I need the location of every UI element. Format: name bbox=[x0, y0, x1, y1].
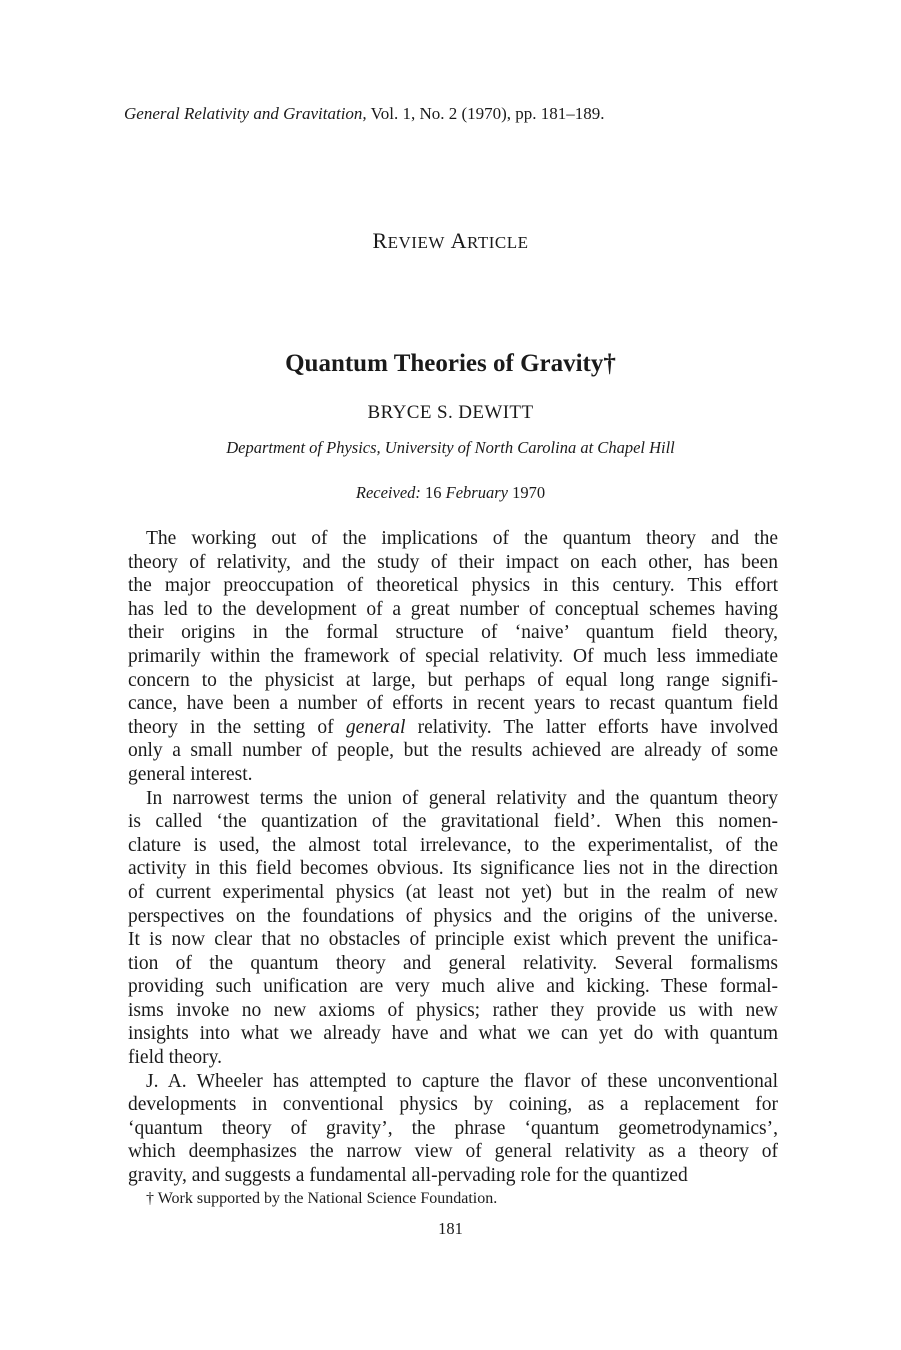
received-month: February bbox=[445, 483, 508, 502]
text-line: The working out of the implications of the quantum theory and the bbox=[146, 528, 778, 549]
text-line: perspectives on the foundations of physics and the origins of the universe. bbox=[128, 905, 778, 927]
text-line: of current experimental physics (at least not yet) but in the realm of new bbox=[128, 881, 778, 903]
text-line: theory in the setting of general relativity. The latter efforts have involved bbox=[128, 716, 778, 738]
received-label: Received: bbox=[355, 483, 421, 502]
paragraph bbox=[128, 1070, 778, 1188]
text-line: In narrowest terms the union of general relativity and the quantum theory bbox=[146, 787, 778, 809]
text-line: activity in this field becomes obvious. Its significance lies not in the direction bbox=[128, 858, 778, 880]
emphasized-word: general bbox=[345, 716, 406, 738]
text-line: providing such unification are very much alive and kicking. These formal- bbox=[128, 976, 778, 998]
text-line: concern to the physicist at large, but perhaps of equal long range signifi- bbox=[128, 669, 778, 691]
footnote: † Work supported by the National Science Foundation. bbox=[146, 1190, 498, 1207]
text-line: has led to the development of a great number of conceptual schemes having bbox=[128, 598, 778, 620]
author-affiliation: Department of Physics, University of North Carolina at Chapel Hill bbox=[226, 438, 675, 457]
received-day: 16 bbox=[420, 483, 446, 502]
received-date bbox=[0, 483, 901, 503]
section-word1-initial: R bbox=[372, 228, 388, 253]
text-line: isms invoke no new axioms of physics; rather they provide us with new bbox=[128, 999, 778, 1021]
journal-name: General Relativity and Gravitation, bbox=[124, 104, 367, 123]
text-line: theory of relativity, and the study of their impact on each other, has been bbox=[128, 551, 778, 573]
journal-details: Vol. 1, No. 2 (1970), pp. 181–189. bbox=[366, 104, 605, 123]
text-line: primarily within the framework of special relativity. Of much less immediate bbox=[128, 645, 778, 667]
paragraph bbox=[128, 787, 778, 1070]
text-line: is called ‘the quantization of the gravitational field’. When this nomen- bbox=[128, 811, 778, 833]
text-line: which deemphasizes the narrow view of general relativity as a theory of bbox=[128, 1141, 778, 1163]
received-year: 1970 bbox=[507, 483, 546, 502]
author-name: BRYCE S. DEWITT bbox=[367, 402, 534, 423]
paragraph bbox=[128, 527, 778, 787]
text-line: It is now clear that no obstacles of principle exist which prevent the unifica- bbox=[128, 929, 778, 951]
journal-citation bbox=[124, 104, 605, 124]
article-title: Quantum Theories of Gravity† bbox=[285, 350, 616, 377]
text-line: tion of the quantum theory and general relativity. Several formalisms bbox=[128, 952, 778, 974]
text-line: gravity, and suggests a fundamental all-pervading role for the quantized bbox=[128, 1165, 688, 1187]
text-line: the major preoccupation of theoretical physics in this century. This effort bbox=[128, 575, 778, 597]
page-number: 181 bbox=[438, 1219, 463, 1238]
text-line: developments in conventional physics by coining, as a replacement for bbox=[128, 1094, 778, 1116]
text-line: cance, have been a number of efforts in recent years to recast quantum field bbox=[128, 693, 778, 715]
section-word1-rest: EVIEW bbox=[387, 233, 445, 252]
text-line: insights into what we already have and what we can yet do with quantum bbox=[128, 1023, 778, 1045]
section-word2-rest: RTICLE bbox=[467, 233, 529, 252]
text-line: general interest. bbox=[128, 763, 253, 785]
text-line: their origins in the formal structure of ‘naive’ quantum field theory, bbox=[128, 622, 778, 644]
text-line: ‘quantum theory of gravity’, the phrase ‘quantum geometrodynamics’, bbox=[128, 1117, 778, 1139]
text-line: clature is used, the almost total irrelevance, to the experimentalist, of the bbox=[128, 834, 778, 856]
article-body bbox=[128, 527, 778, 1188]
text-line: field theory. bbox=[128, 1047, 223, 1069]
section-word2-initial: A bbox=[450, 228, 468, 253]
text-line: only a small number of people, but the results achieved are already of some bbox=[128, 740, 778, 762]
text-line: J. A. Wheeler has attempted to capture the flavor of these unconventional bbox=[146, 1070, 778, 1092]
section-heading bbox=[0, 228, 901, 254]
